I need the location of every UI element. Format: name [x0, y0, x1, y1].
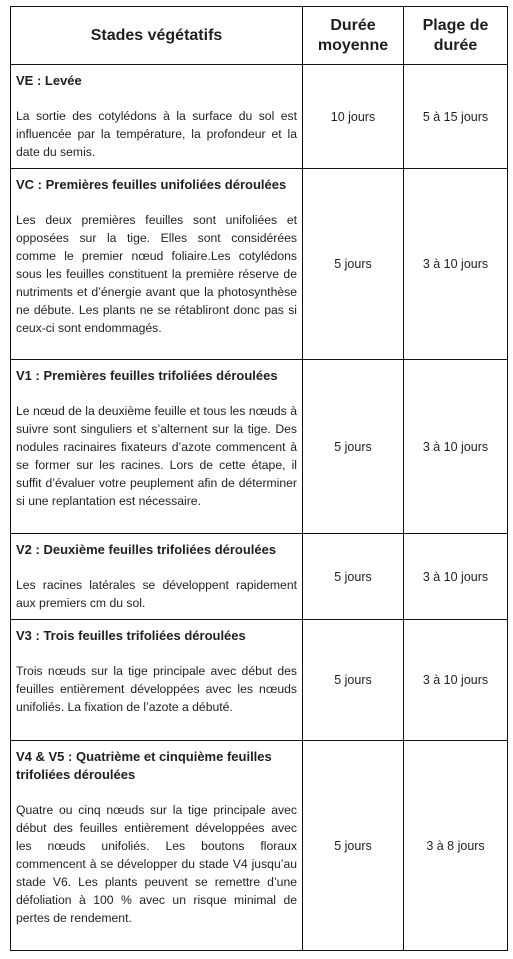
duration-range-cell: 3 à 10 jours [404, 169, 508, 360]
vegetative-stages-table [10, 6, 508, 951]
duration-range-cell: 3 à 10 jours [404, 360, 508, 534]
table-row [11, 620, 508, 741]
stage-title: V1 : Premières feuilles trifoliées déroulées [16, 368, 278, 383]
stage-description: Le nœud de la deuxième feuille et tous les nœuds à suivre sont singuliers et s’alternent sur la tige. Des nodules racinaires fixateurs d’azote commencent à se former sur les racines. Lors de cette étape, il suffit d’évaluer votre peuplement afin de déterminer si une replantation est nécessaire. [16, 404, 297, 508]
stage-description: La sortie des cotylédons à la surface du sol est influencée par la température, la profondeur et la date du semis. [16, 109, 297, 159]
avg-duration-cell: 5 jours [303, 741, 404, 951]
duration-range-cell: 3 à 10 jours [404, 620, 508, 741]
stage-description: Les racines latérales se développent rapidement aux premiers cm du sol. [16, 578, 297, 610]
stage-cell [11, 534, 303, 620]
duration-range-cell: 5 à 15 jours [404, 65, 508, 169]
avg-duration-cell: 5 jours [303, 534, 404, 620]
avg-duration-cell: 5 jours [303, 360, 404, 534]
stage-cell [11, 360, 303, 534]
avg-duration-cell: 5 jours [303, 620, 404, 741]
duration-range-cell: 3 à 10 jours [404, 534, 508, 620]
table-row [11, 534, 508, 620]
table-row [11, 360, 508, 534]
stage-title: V3 : Trois feuilles trifoliées déroulées [16, 628, 246, 643]
table-row [11, 65, 508, 169]
avg-duration-cell: 10 jours [303, 65, 404, 169]
stage-description: Quatre ou cinq nœuds sur la tige principale avec début des feuilles entièrement développées avec les nœuds unifoliés. Les boutons floraux commencent à se développer du stade V4 jusqu’au stade V6. Les plants peuvent se remettre d’une défoliation à 100 % avec un risque minimal de pertes de rendement. [16, 803, 297, 925]
stage-cell [11, 169, 303, 360]
table-row [11, 741, 508, 951]
stage-title: V2 : Deuxième feuilles trifoliées déroulées [16, 542, 277, 557]
stage-description: Trois nœuds sur la tige principale avec début des feuilles entièrement développées avec les nœuds unifoliés. La fixation de l’azote a débuté. [16, 664, 297, 714]
stage-description: Les deux premières feuilles sont unifoliées et opposées sur la tige. Elles sont considérées comme le premier nœud foliaire.Les cotylédons sous les feuilles constituent la première réserve de nutriments et d’énergie avant que la photosynthèse ne débute. Les plants ne se rétabliront donc pas si ceux-ci sont endommagés. [16, 213, 297, 335]
header-duration-range: Plage de durée [404, 7, 508, 65]
stage-cell [11, 620, 303, 741]
stage-title: VC : Premières feuilles unifoliées déroulées [16, 177, 287, 192]
stage-title: VE : Levée [16, 73, 82, 88]
table-row [11, 169, 508, 360]
stage-cell [11, 65, 303, 169]
stage-title: V4 & V5 : Quatrième et cinquième feuilles trifoliées déroulées [16, 749, 272, 782]
duration-range-cell: 3 à 8 jours [404, 741, 508, 951]
header-row [11, 7, 508, 65]
avg-duration-cell: 5 jours [303, 169, 404, 360]
stage-cell [11, 741, 303, 951]
header-avg-duration: Durée moyenne [303, 7, 404, 65]
header-stage: Stades végétatifs [11, 7, 303, 65]
